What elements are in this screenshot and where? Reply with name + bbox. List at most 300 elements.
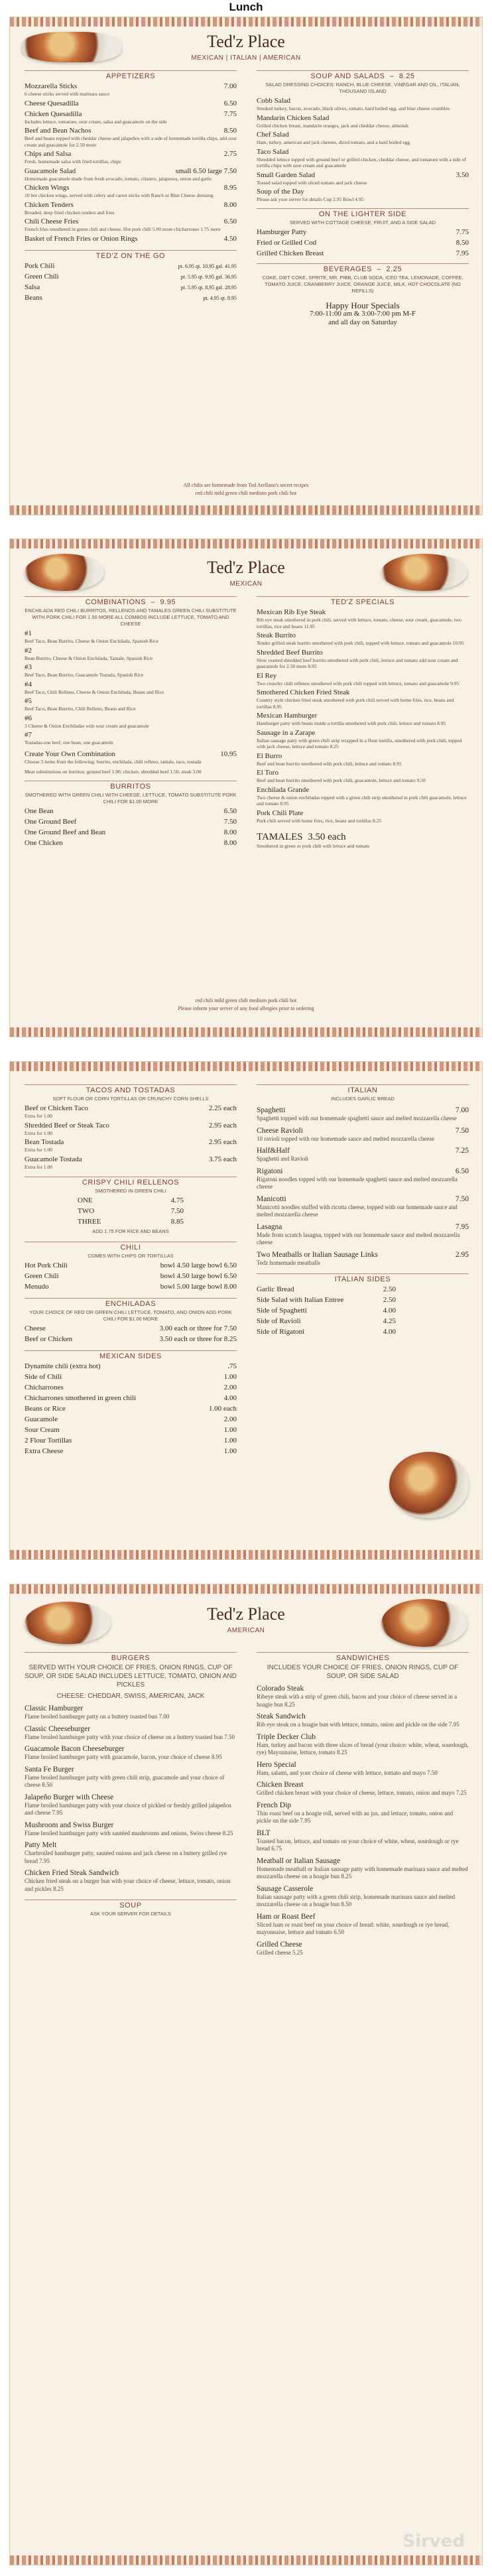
decorative-border-top (10, 1062, 482, 1071)
left-column (25, 66, 237, 302)
food-photo-right (381, 1599, 467, 1647)
item-description: Please ask your server for details Cup 2.95 Bowl 4.95 (257, 196, 364, 202)
item-price: 4.25 (383, 1317, 396, 1325)
item-description: Bean Burrito, Cheese & Onion Enchilada, Tamale, Spanish Rice (25, 655, 153, 661)
item-price: 3.00 each or three for 7.50 (159, 1324, 237, 1332)
menu-item (257, 729, 469, 738)
happy-hour (257, 301, 469, 327)
item-description: Beef Taco, Bean Burrito, Chili Relleno, Beans and Rice (25, 706, 136, 712)
item-description: Pork chili served with home fries, rice, beans and tortillas 8.25 (257, 817, 382, 824)
menu-item (257, 97, 469, 105)
menu-item (25, 1793, 237, 1802)
item-name: Side of Spaghetti (257, 1307, 307, 1315)
item-description: Flame broiled hamburger patty with green chili strip, guacamole and your choice of cheese 8.50 (25, 1773, 225, 1788)
item-description: Two crunchy chili rellenos smothered with pork chili topped with lettuce, tomato and guacamole 9.95 (257, 680, 460, 686)
item-name: Chicken Tenders (25, 200, 74, 209)
item-description: Two cheese & onion enchiladas topped with a green chili strip smothered in pork chili guacamole, lettuce and tomato 8.95 (257, 794, 467, 806)
item-name: 2 Flour Tortillas (25, 1437, 72, 1445)
item-description: Beef Taco, Bean Burrito, Guacamole Tostada, Spanish Rice (25, 672, 144, 678)
tamales-price: 3.50 each (308, 832, 346, 842)
section-title-chili: CHILI (25, 1242, 237, 1252)
food-photo (22, 32, 121, 62)
menu-item (257, 1194, 469, 1204)
item-name: Beef and Bean Nachos (25, 127, 92, 135)
menu-item (25, 647, 237, 655)
menu-item (257, 1732, 469, 1742)
item-description: 3 Cheese & Onion Enchiladas with sour cream and guacamole (25, 722, 149, 729)
menu-item (257, 1146, 469, 1155)
item-name: Grilled Chicken Breast (257, 249, 324, 257)
item-description: Spaghetti topped with our homemade spaghetti sauce and melted mozzarella cheese (257, 1115, 457, 1122)
item-name: Green Chili (25, 272, 59, 281)
menu-item (257, 1912, 469, 1921)
allergy-note: Please inform your server of any food allergies prior to ordering (178, 1005, 314, 1011)
item-price: bowl 5.00 large bowl 8.00 (160, 1283, 237, 1291)
left-column (25, 1080, 237, 1456)
section-title-combinations: COMBINATIONS – 9.95 (25, 596, 237, 606)
item-price: 8.00 (223, 838, 237, 847)
item-price: 4.00 (383, 1328, 396, 1336)
item-description: Spaghetti and Ravioli (257, 1155, 308, 1162)
item-name: Cheese (25, 1324, 46, 1332)
decorative-border-bottom (10, 1550, 482, 1559)
menu-item (25, 184, 237, 192)
menu-item (257, 809, 469, 818)
menu-item (25, 1261, 237, 1270)
italian-note: INCLUDES GARLIC BREAD (331, 1096, 395, 1102)
soup-note: ASK YOUR SERVER FOR DETAILS (90, 1911, 172, 1917)
left-column (25, 592, 237, 848)
item-name: El Rey (257, 671, 277, 680)
item-name: One Chicken (25, 838, 63, 847)
appetizers-list (25, 82, 237, 243)
menu-item (257, 1829, 469, 1838)
item-price: 4.00 (383, 1307, 396, 1315)
item-name: Side of Rigatoni (257, 1328, 305, 1336)
item-name: Santa Fe Burger (25, 1765, 74, 1773)
item-name: Taco Salad (257, 147, 289, 156)
page-subtitle: MEXICAN | ITALIAN | AMERICAN (191, 54, 301, 62)
item-name: Lasagna (257, 1222, 282, 1231)
menu-item (25, 1272, 237, 1281)
menu-item (25, 82, 237, 91)
item-name: Pork Chili Plate (257, 808, 304, 817)
restaurant-name: Ted'z Place (207, 32, 285, 51)
item-name: Chicharrones (25, 1384, 64, 1391)
section-title-italian-sides: ITALIAN SIDES (257, 1273, 469, 1283)
item-name: Hero Special (257, 1760, 296, 1769)
item-price: 7.95 (456, 249, 469, 257)
italian-sides-list (257, 1285, 396, 1336)
item-description: Hamburger patty with beans inside a tortilla smothered with pork chili, lettuce and tomato 8.95 (257, 720, 446, 726)
item-name: TWO (78, 1207, 95, 1215)
item-description: Grilled chicken breast with your choice of cheese, lettuce, tomato, onion and mayo 7.25 (257, 1789, 467, 1796)
menu-item (257, 672, 469, 680)
menu-item (257, 1801, 469, 1810)
menu-item (25, 1868, 237, 1878)
menu-item (25, 828, 237, 837)
chili-heat-note: red chili mild green chili medium pork chili hot (195, 998, 297, 1003)
mexican-sides-list (25, 1362, 237, 1456)
item-description: Flame broiled hamburger patty with sautéed mushrooms and onions, Swiss cheese 8.25 (25, 1829, 233, 1836)
item-description: Homemade guacamole made from fresh avocado, tomato, cilantro, jalapenos, onion and garlic (25, 175, 213, 182)
burgers-note: SERVED WITH YOUR CHOICE OF FRIES, ONION RINGS, CUP OF SOUP, OR SIDE SALAD INCLUDES LETTUCE, TOMATO, ONION AND PICKLES (25, 1664, 237, 1689)
item-name: Cheese Quesadilla (25, 99, 79, 107)
item-price: 2.75 (223, 150, 237, 158)
item-description: 6 cheese sticks served with marinara sauce (25, 91, 110, 97)
item-price: 6.50 (455, 1167, 469, 1175)
item-price: 3.50 each or three for 8.25 (159, 1335, 237, 1343)
decorative-border-top (10, 539, 482, 548)
item-price: 7.00 (455, 1106, 469, 1114)
watermark-logo: Sirved (402, 2532, 465, 2551)
item-name: Guacamole Salad (25, 166, 76, 175)
item-name: Small Garden Salad (257, 170, 315, 179)
item-description: Grilled cheese 5.25 (257, 1949, 303, 1956)
item-name: Cheese Ravioli (257, 1126, 303, 1135)
section-title-burritos: BURRITOS (25, 781, 237, 791)
item-name: Steak Burrito (257, 631, 296, 639)
menu-item (257, 1712, 469, 1721)
menu-item (25, 1840, 237, 1850)
item-description: 10 hot chicken wings, served with celery and carrot sticks with Ranch or Blue Cheese dressing (25, 192, 214, 198)
item-name: Mexican Rib Eye Steak (257, 608, 326, 616)
menu-item (257, 712, 469, 720)
item-name: Jalapeño Burger with Cheese (25, 1793, 114, 1801)
item-name: Chicharrones smothered in green chili (25, 1394, 137, 1402)
item-price: 1.00 (223, 1447, 237, 1455)
item-name: BLT (257, 1829, 271, 1837)
item-price: 7.50 (455, 1126, 469, 1135)
item-description: Beef Taco, Bean Burrito, Cheese & Onion Enchilada, Spanish Rice (25, 638, 158, 644)
on-the-go-list (25, 262, 237, 302)
decorative-border-top (10, 1584, 482, 1594)
item-name: One Ground Beef (25, 817, 77, 826)
item-name: Mexican Hamburger (257, 712, 318, 720)
item-price: 6.50 (223, 806, 237, 815)
menu-item (257, 1167, 469, 1176)
menu-item (78, 1196, 184, 1205)
item-name: THREE (78, 1218, 101, 1226)
item-description: Extra for 1.00 (25, 1113, 52, 1119)
item-price: bowl 4.50 large bowl 6.50 (160, 1272, 237, 1280)
item-description: Grilled chicken breast, mandarin oranges, jack and cheddar cheese, almonds (257, 122, 409, 129)
menu-item (25, 1405, 237, 1413)
page-subtitle: MEXICAN (229, 580, 263, 588)
item-name: Hot Pork Chili (25, 1261, 68, 1269)
item-description: 10 ravioli topped with our homemade sauce and melted mozzarella cheese (257, 1135, 434, 1142)
menu-item (25, 1821, 237, 1830)
item-name: Mandarin Chicken Salad (257, 113, 330, 122)
menu-item (257, 608, 469, 617)
item-description: Beef and bean burrito smothered with pork chili, lettuce and tomato 8.95 (257, 760, 402, 767)
item-name: Salsa (25, 283, 40, 291)
item-price: 4.75 (170, 1196, 184, 1204)
item-description: Italian sausage patty with a green chili strip, homemade marinara sauce and melted mozzarella cheese on a hoagie bun 8.50 (257, 1893, 456, 1907)
menu-item (257, 1856, 469, 1866)
menu-item (25, 262, 237, 271)
menu-item (25, 1447, 237, 1456)
chili-note: COMES WITH CHIPS OR TORTILLAS (88, 1253, 174, 1259)
item-name: Chicken Wings (25, 184, 70, 192)
item-price: 8.50 (456, 238, 469, 247)
happy-hour-time: 7:00-11:00 am & 3:00-7:00 pm M-F (309, 309, 416, 318)
menu-item (257, 1126, 469, 1135)
beverages-title: BEVERAGES (323, 265, 373, 273)
item-description: Rib eye steak on a hoagie bun with lettuce, tomato, onion and pickle on the side 7.95 (257, 1721, 460, 1728)
lighter-side-list (257, 228, 469, 258)
item-price: 6.50 (223, 99, 237, 107)
item-name: Chef Salad (257, 131, 289, 139)
item-price: 2.95 each (208, 1121, 237, 1129)
item-name: Cobb Salad (257, 97, 291, 105)
item-description: Toasted bacon, lettuce, and tomato on your choice of white, wheat, sourdough or rye bread 6.75 (257, 1837, 459, 1852)
section-title-sandwiches: SANDWICHES (257, 1652, 469, 1662)
item-price: bowl 4.50 large bowl 6.50 (160, 1261, 237, 1269)
item-price: 7.75 (223, 109, 237, 118)
item-price: 2.00 (223, 1384, 237, 1391)
item-price: 7.00 (223, 82, 237, 90)
item-name: Shredded Beef Burrito (257, 648, 323, 657)
menu-item (25, 283, 237, 292)
item-name: One Ground Beef and Bean (25, 828, 106, 836)
create-combo-desc: Choose 3 items from the following: burrito, enchilada, chili relleno, tamale, taco, tostada (25, 758, 202, 765)
item-name: Garlic Bread (257, 1285, 294, 1293)
section-title-appetizers: APPETIZERS (25, 70, 237, 80)
section-title-mexican-sides: MEXICAN SIDES (25, 1350, 237, 1360)
item-name: #5 (25, 697, 32, 705)
menu-item (25, 1373, 237, 1382)
menu-item (25, 273, 237, 281)
item-name: Chicken Quesadilla (25, 109, 82, 118)
item-description: Extra for 1.00 (25, 1129, 52, 1136)
decorative-border-bottom (10, 1027, 482, 1037)
item-price: 2.00 (223, 1415, 237, 1423)
item-name: Menudo (25, 1283, 49, 1291)
right-column (257, 66, 469, 327)
item-name: Soup of the Day (257, 188, 304, 196)
menu-item (25, 1324, 237, 1333)
item-name: Chicken Fried Steak Sandwich (25, 1869, 119, 1877)
menu-item (257, 1884, 469, 1894)
item-name: Patty Melt (25, 1841, 57, 1849)
item-price: 3.75 each (208, 1155, 237, 1163)
item-price: 8.85 (170, 1218, 184, 1226)
menu-item (257, 148, 469, 157)
menu-item (25, 1704, 237, 1713)
salad-dressing-note: SALAD DRESSING CHOICES: RANCH, BLUE CHEESE, VINEGAR AND OIL, ITALIAN, THOUSAND ISLAND (265, 82, 460, 94)
item-name: Sour Cream (25, 1426, 60, 1434)
section-title-burgers: BURGERS (25, 1652, 237, 1662)
right-column (257, 592, 469, 850)
item-description: Ham, turkey, american and jack cheeses, diced tomato, and a hard boiled egg (257, 139, 410, 145)
menu-item (257, 1780, 469, 1789)
combinations-title: COMBINATIONS (85, 598, 147, 606)
item-description: Tender grilled steak burrito smothered with pork chili, topped with lettuce, tomato and guacamole 10.95 (257, 640, 464, 646)
menu-item (257, 1328, 396, 1336)
item-description: Tostadas-one beef, one bean, one guacamole (25, 740, 113, 745)
item-description: Tedz homemade meatballs (257, 1259, 320, 1266)
menu-item (257, 1296, 396, 1305)
item-price: 1.00 (223, 1426, 237, 1434)
item-description: Slow roasted shredded beef burrito smothered with pork chili, lettuce and tomato add sour cream and guacamole for 2.50 more 8.95 (257, 657, 458, 669)
item-description: French fries smothered in green chili and cheese. Hot pork chili 5.00 more chicharrones 1.75 more (25, 226, 221, 232)
tamales (257, 832, 469, 843)
menu-item (257, 1307, 396, 1315)
menu-item (25, 1394, 237, 1403)
item-name: Dynamite chili (extra hot) (25, 1362, 101, 1370)
item-name: Manicotti (257, 1194, 286, 1203)
item-price: 2.95 each (208, 1138, 237, 1146)
item-name: Beef or Chicken Taco (25, 1104, 88, 1112)
item-description: Thin roast beef on a hoagie roll, served with au jus, and lettuce, tomato, onion and pickle on the side 7.95 (257, 1809, 454, 1824)
menu-item (25, 1283, 237, 1291)
item-description: Extra for 1.00 (25, 1163, 52, 1170)
menu-page-1 (9, 17, 483, 515)
item-name: #1 (25, 629, 32, 637)
menu-item (257, 1250, 469, 1259)
rellenos-list (78, 1196, 184, 1226)
rellenos-note: SMOTHERED IN GREEN CHILI (95, 1188, 166, 1194)
sandwiches-note: INCLUDES YOUR CHOICE OF FRIES, ONION RINGS, CUP OF SOUP, OR SIDE SALAD (267, 1664, 459, 1680)
menu-item (25, 218, 237, 226)
item-name: Beans (25, 293, 42, 302)
item-price: 1.00 (223, 1373, 237, 1381)
tamales-name: TAMALES (257, 832, 303, 842)
item-price: 8.95 (223, 184, 237, 192)
item-name: Mozzarella Sticks (25, 82, 78, 90)
section-title-italian: ITALIAN (257, 1084, 469, 1094)
item-price: 3.50 (456, 170, 469, 179)
item-price: 8.00 (223, 828, 237, 836)
item-description: Flame broiled hamburger patty with your choice of pickled or freshly grilled jalapeños and cheese 7.95 (25, 1801, 231, 1816)
item-price: 7.75 (456, 227, 469, 236)
item-description: Breaded, deep fried chicken tenders and fries (25, 209, 115, 216)
menu-item (257, 131, 469, 139)
menu-item (25, 629, 237, 638)
section-title-enchiladas: ENCHILADAS (25, 1298, 237, 1308)
combinations-price: 9.95 (160, 598, 176, 606)
happy-hour-saturday: and all day on Saturday (328, 318, 397, 326)
item-name: El Toro (257, 769, 278, 777)
menu-item (257, 631, 469, 640)
item-price: 1.00 each (208, 1405, 237, 1413)
item-price: 7.50 (170, 1207, 184, 1215)
item-name: #2 (25, 646, 32, 655)
item-name: Bean Tostada (25, 1138, 64, 1146)
menu-item (78, 1218, 184, 1226)
page-subtitle: AMERICAN (227, 1627, 265, 1634)
item-name: Steak Sandwich (257, 1712, 306, 1720)
tacos-note: SOFT FLOUR OR CORN TORTILLAS OR CRUNCHY CORN SHELLS (52, 1096, 209, 1102)
item-name: Pork Chili (25, 261, 55, 270)
item-price: small 6.50 large 7.50 (175, 166, 237, 175)
item-name: Sausage Casserole (257, 1884, 314, 1893)
item-price: 7.50 (223, 817, 237, 826)
menu-item (25, 1155, 237, 1164)
item-name: Ham or Roast Beef (257, 1912, 316, 1921)
section-title-rellenos: CRISPY CHILI RELLENOS (25, 1177, 237, 1187)
item-name: Classic Cheeseburger (25, 1724, 91, 1733)
menu-item (25, 150, 237, 159)
item-name: Two Meatballs or Italian Sausage Links (257, 1250, 378, 1259)
menu-item (25, 1362, 237, 1371)
menu-item (257, 1317, 396, 1326)
item-description: Ribeye steak with a strip of green chili, bacon and your choice of cheese served in a hoagie bun 8.25 (257, 1693, 458, 1708)
menu-item (257, 171, 469, 180)
combinations-note: ENCHILADA RED CHILI BURRITOS, RELLENOS AND TAMALES GREEN CHILI SUBSTITUTE WITH PORK CHILI FOR 1.50 MORE ALL COMBOS INCLUDE LETTUCE, TOMATO AND CHEESE (25, 608, 237, 627)
item-name: Side of Ravioli (257, 1317, 301, 1325)
item-description: Flame broiled hamburger patty on a buttery toasted bun 7.00 (25, 1713, 170, 1720)
menu-item (25, 294, 237, 302)
item-name: Enchilada Grande (257, 785, 310, 794)
menu-item (25, 201, 237, 210)
item-name: Shredded Beef or Steak Taco (25, 1121, 109, 1129)
menu-item (257, 1940, 469, 1949)
item-name: Mushroom and Swiss Burger (25, 1821, 114, 1829)
item-description: Manicotti noodles stuffed with ricotta cheese, topped with our homemade sauce and melted mozzarella cheese (257, 1203, 458, 1218)
item-name: Chicken Breast (257, 1781, 304, 1789)
item-description: Ham, salami, and your choice of cheese with lettuce, tomato and mayo 7.50 (257, 1769, 438, 1776)
section-title-soup-salads: SOUP AND SALADS – 8.25 (257, 70, 469, 80)
section-title-soup: SOUP (25, 1900, 237, 1909)
item-description: Extra for 1.00 (25, 1147, 52, 1153)
item-name: Rigatoni (257, 1167, 283, 1175)
item-price: 2.50 (383, 1285, 396, 1293)
item-price: pt. 5.95 qt. 9.95 gal. 36.95 (180, 273, 237, 280)
menu-item (257, 1760, 469, 1770)
item-name: Guacamole Tostada (25, 1155, 82, 1163)
menu-item (25, 663, 237, 672)
item-description: Made from scratch lasagna, topped with our homemade sauce and melted mozzarella cheese (257, 1231, 460, 1246)
item-description: Fresh, homemade salsa with fried tortillas, chips (25, 159, 121, 164)
item-description: Flame broiled hamburger patty with your choice of cheese on a buttery toasted bun 7.50 (25, 1733, 235, 1740)
item-name: Green Chili (25, 1272, 59, 1280)
item-price: 2.95 (455, 1250, 469, 1259)
tamales-title (257, 832, 469, 843)
item-description: Homemade meatball or Italian sausage patty with homemade marinara sauce and melted mozzarella cheese on a hoagie bun 8.25 (257, 1865, 468, 1880)
menu-item (25, 1415, 237, 1424)
item-name: Sausage in a Zarape (257, 728, 316, 737)
item-description: Chicken fried steak on a burger bun with your choice of cheese, lettuce, tomato, onion and pickles 8.25 (25, 1878, 231, 1892)
item-price: .75 (227, 1362, 237, 1370)
menu-item (257, 1106, 469, 1115)
item-name: Beef or Chicken (25, 1335, 73, 1343)
decorative-border-top (10, 17, 482, 27)
burgers-list (25, 1704, 237, 1893)
create-combo (25, 750, 237, 759)
menu-item (25, 1426, 237, 1435)
item-name: #3 (25, 663, 32, 671)
item-name: Fried or Grilled Cod (257, 238, 317, 247)
menu-item (25, 1765, 237, 1774)
menu-item (25, 1384, 237, 1392)
item-price: 8.00 (223, 200, 237, 209)
item-price: pt. 5.95 qt. 8.95 gal. 28.95 (180, 284, 237, 290)
item-price: 7.25 (455, 1147, 469, 1155)
menu-item (257, 239, 469, 247)
item-price: 7.95 (455, 1222, 469, 1231)
combinations-list (25, 629, 237, 746)
chili-list (25, 1261, 237, 1291)
right-column (257, 1648, 469, 1957)
item-name: Triple Decker Club (257, 1732, 316, 1741)
enchiladas-list (25, 1324, 237, 1344)
item-name: Beans or Rice (25, 1405, 66, 1413)
menu-item (25, 731, 237, 740)
lunch-title: Lunch (229, 1, 263, 13)
section-title-specials: TED'Z SPECIALS (257, 596, 469, 606)
